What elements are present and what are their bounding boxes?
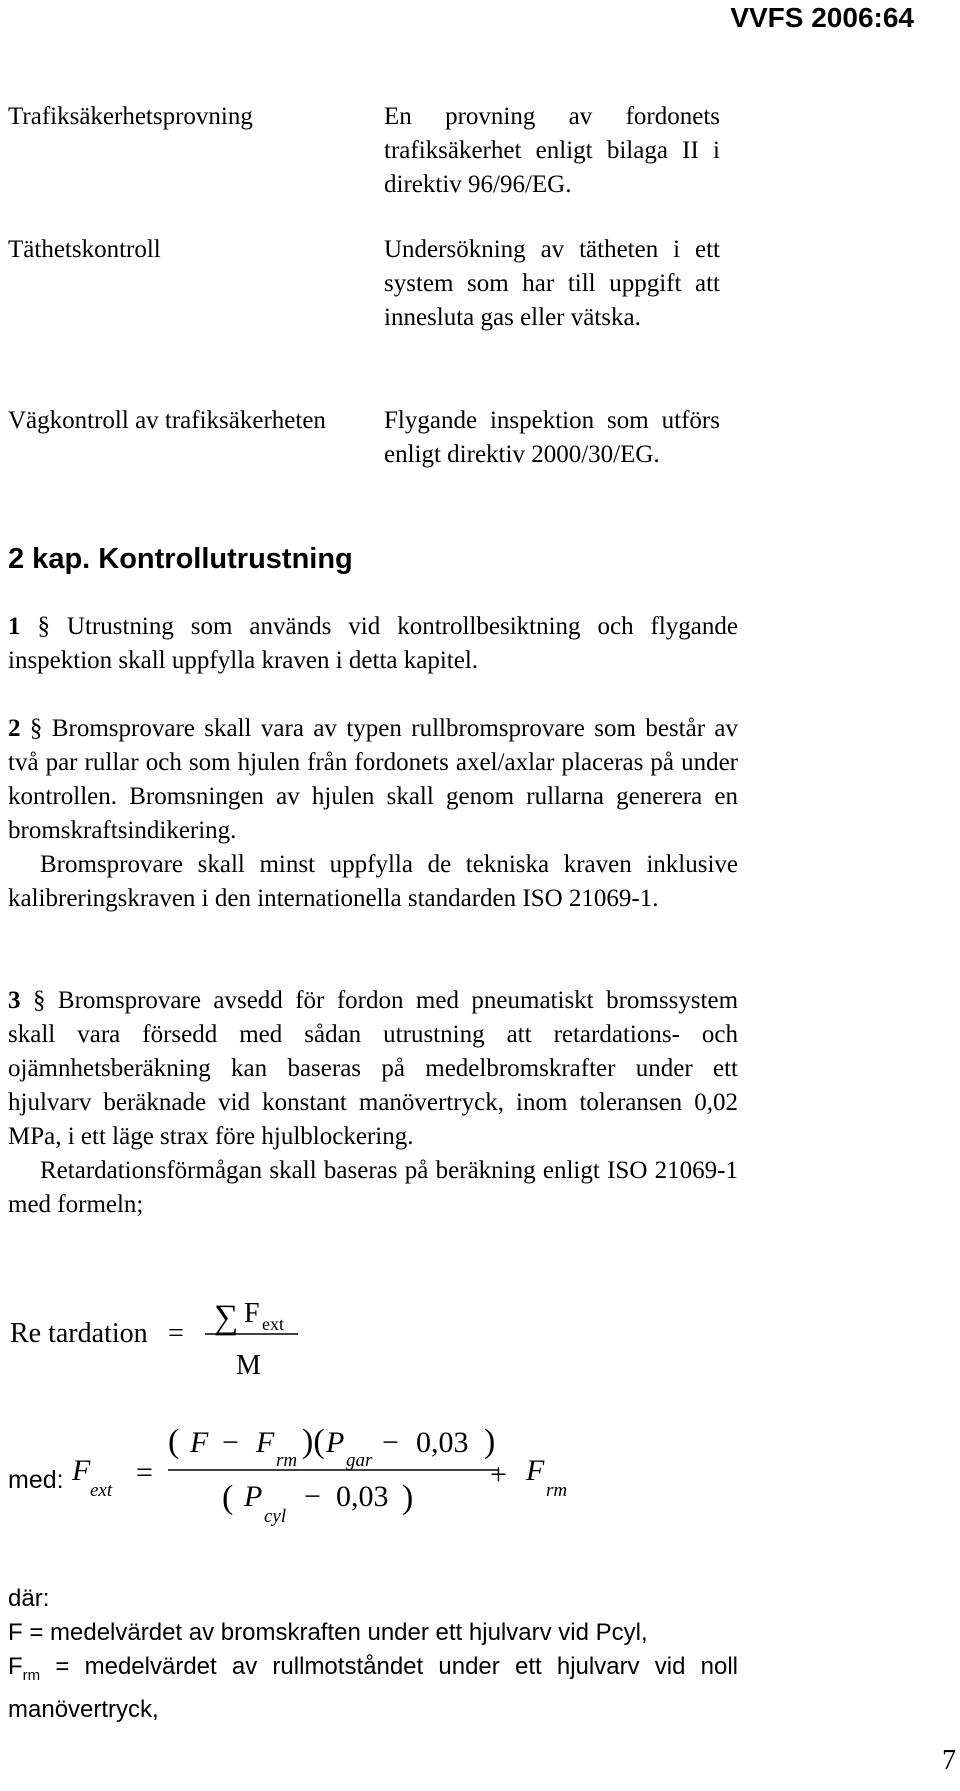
where-block: [8, 1582, 738, 1727]
definition-term: Trafiksäkerhetsprovning: [8, 103, 253, 130]
num-pgar-sub: gar: [346, 1450, 373, 1471]
section-1: [8, 610, 738, 678]
chapter-heading: 2 kap. Kontrollutrustning: [8, 543, 353, 575]
retardation-formula: [0, 1290, 420, 1400]
formula-lhs: F: [72, 1454, 91, 1487]
section-3: [8, 984, 738, 1222]
num-const: 0,03: [416, 1426, 469, 1459]
where-line-f: F = medelvärdet av bromskraften under ett hjulvarv vid Pcyl,: [8, 1619, 648, 1646]
formula-equals: =: [168, 1318, 184, 1349]
document-code: VVFS 2006:64: [730, 2, 914, 33]
section-sign: §: [32, 987, 46, 1014]
page-number: 7: [942, 1745, 956, 1776]
section-sign: §: [37, 613, 50, 640]
formula-denominator: M: [236, 1350, 261, 1381]
tail-frm-sub: rm: [546, 1480, 568, 1501]
section-text: Bromsprovare skall vara av typen rullbromsprovare som består av två par rullar och som hjulen från fordonets axel/axlar placeras på under kontrollen. Bromsningen av hjulen skall genom rullarna generera en bromskraftsindikering.: [8, 715, 739, 844]
definition-text: Undersökning av tätheten i ett system som har till uppgift att innesluta gas eller vätska.: [384, 236, 720, 331]
num-minus-1: −: [222, 1426, 239, 1459]
num-minus-2: −: [382, 1426, 399, 1459]
svg-text:(: (: [168, 1423, 180, 1460]
definition-text: En provning av fordonets trafiksäkerhet enligt bilaga II i direktiv 96/96/EG.: [384, 103, 720, 198]
section-number: 3: [8, 987, 21, 1014]
section-number: 1: [8, 613, 21, 640]
sum-symbol: ∑: [214, 1299, 239, 1336]
section-text: Bromsprovare avsedd för fordon med pneumatiskt bromssystem skall vara försedd med sådan utrustning att retardations- och ojämnhetsberäkning kan baseras på medelbromskrafter under ett hjulvarv beräknade vid konstant manövertryck, inom toleransen 0,02 MPa, i ett läge strax före hjulblockering.: [8, 987, 739, 1150]
where-symbol-sub: rm: [22, 1666, 41, 1684]
formula-label: med:: [8, 1466, 64, 1494]
formula-plus: +: [490, 1458, 507, 1491]
den-minus: −: [304, 1480, 321, 1513]
svg-text:): ): [402, 1479, 414, 1516]
formula-equals: =: [136, 1456, 153, 1489]
num-frm: F: [256, 1426, 275, 1459]
formula-numerator-sub: ext: [262, 1314, 284, 1334]
num-pgar: P: [326, 1426, 345, 1459]
section-sign: §: [29, 715, 43, 742]
formula-numerator: F: [244, 1298, 260, 1329]
svg-text:(: (: [222, 1479, 234, 1516]
formula-lhs-sub: ext: [90, 1480, 113, 1501]
section-text-continued: Retardationsförmågan skall baseras på beräkning enligt ISO 21069-1 med formeln;: [8, 1157, 738, 1218]
svg-text:): ): [484, 1423, 496, 1460]
section-number: 2: [8, 715, 21, 742]
definition-text: Flygande inspektion som utförs enligt direktiv 2000/30/EG.: [384, 407, 720, 468]
section-2: [8, 712, 738, 916]
where-line-frm: [8, 1650, 738, 1727]
definition-term: Vägkontroll av trafiksäkerheten: [8, 407, 326, 434]
where-text: = medelvärdet av rullmotståndet under ett hjulvarv vid noll manövertryck,: [8, 1653, 739, 1723]
num-frm-sub: rm: [276, 1450, 298, 1471]
svg-text:)(: )(: [302, 1423, 325, 1460]
definition-term: Täthetskontroll: [8, 236, 161, 263]
where-label: där:: [8, 1585, 50, 1612]
where-symbol: F: [8, 1653, 23, 1680]
num-f: F: [190, 1426, 209, 1459]
section-text: Utrustning som används vid kontrollbesiktning och flygande inspektion skall uppfylla kraven i detta kapitel.: [8, 613, 738, 674]
den-pcyl: P: [244, 1480, 263, 1513]
den-pcyl-sub: cyl: [264, 1506, 287, 1527]
section-text-continued: Bromsprovare skall minst uppfylla de tekniska kraven inklusive kalibreringskraven i den internationella standarden ISO 21069-1.: [8, 851, 738, 912]
tail-frm: F: [526, 1454, 545, 1487]
den-const: 0,03: [336, 1480, 389, 1513]
formula-lhs: Re tardation: [10, 1318, 148, 1349]
fext-formula: [0, 1400, 620, 1530]
